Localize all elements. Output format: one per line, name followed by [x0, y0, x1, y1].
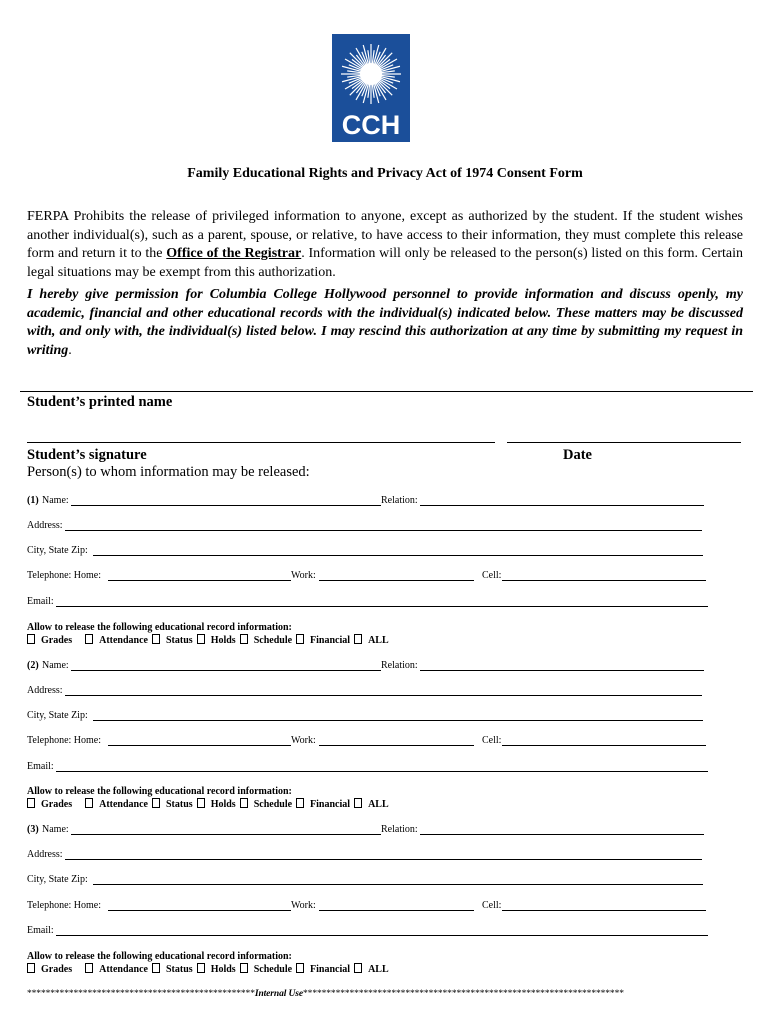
permission-end: .	[68, 342, 72, 358]
person-1-relation-field[interactable]	[420, 505, 704, 506]
intro-text-before: FERPA Prohibits the release of privileged information to anyone, except as authorized by the student. If the student wishes another individual(s), such as a parent, spouse, or relative, to have access to their information, they must complete this release form and return it to the	[27, 209, 743, 261]
logo-text: CCH	[341, 110, 401, 140]
checkbox[interactable]	[240, 798, 248, 808]
checkbox[interactable]	[296, 634, 304, 644]
person-3-record-options	[27, 963, 393, 976]
option-attendance[interactable]	[85, 634, 148, 647]
persons-label: Person(s) to whom information may be released:	[27, 464, 310, 480]
option-label: Status	[166, 964, 193, 975]
address-label: Address:	[27, 520, 63, 531]
person-1-phone-row	[27, 570, 717, 582]
name-label: Name:	[42, 824, 69, 835]
option-grades[interactable]	[27, 798, 72, 811]
option-attendance[interactable]	[85, 963, 148, 976]
person-3-work-field[interactable]	[319, 910, 474, 911]
intro-paragraph	[27, 208, 743, 282]
checkbox[interactable]	[240, 634, 248, 644]
address-label: Address:	[27, 685, 63, 696]
option-holds[interactable]	[197, 634, 236, 647]
name-label: Name:	[42, 660, 69, 671]
intro-text-after: . Information will only be released to the person(s) listed on this form. Certain legal situations may be exempt from this authorization.	[27, 246, 743, 280]
allow-label: Allow to release the following educational record information:	[27, 951, 292, 962]
person-3-email-field[interactable]	[56, 935, 708, 936]
work-label: Work:	[291, 900, 316, 911]
stars-left: *************************************************	[27, 989, 255, 999]
person-2-home-field[interactable]	[108, 745, 291, 746]
person-2-email-row	[27, 761, 717, 773]
checkbox[interactable]	[85, 798, 93, 808]
checkbox[interactable]	[152, 798, 160, 808]
internal-use-label: Internal Use	[254, 989, 304, 999]
option-grades[interactable]	[27, 634, 72, 647]
signature-label: Student’s signature	[27, 447, 147, 463]
option-label: Financial	[310, 799, 351, 810]
person-3-name-field[interactable]	[71, 834, 381, 835]
person-1-cell-field[interactable]	[502, 580, 706, 581]
option-label: ALL	[368, 799, 389, 810]
cell-label: Cell:	[482, 900, 502, 911]
checkbox[interactable]	[197, 963, 205, 973]
option-label: Grades	[41, 799, 73, 810]
work-label: Work:	[291, 570, 316, 581]
person-1-address-row	[27, 520, 717, 532]
form-title: Family Educational Rights and Privacy Act of 1974 Consent Form	[187, 166, 583, 181]
telephone-label: Telephone: Home:	[27, 900, 101, 911]
option-schedule[interactable]	[240, 634, 292, 647]
person-2-email-field[interactable]	[56, 771, 708, 772]
work-label: Work:	[291, 735, 316, 746]
checkbox[interactable]	[296, 798, 304, 808]
option-financial[interactable]	[296, 634, 350, 647]
city-label: City, State Zip:	[27, 710, 88, 721]
option-grades[interactable]	[27, 963, 72, 976]
option-all[interactable]	[354, 634, 389, 647]
city-label: City, State Zip:	[27, 545, 88, 556]
date-line[interactable]	[507, 442, 741, 443]
office-of-registrar: Office of the Registrar	[166, 246, 302, 261]
person-2-address-row	[27, 685, 717, 697]
option-label: Holds	[210, 635, 236, 646]
person-number: (3)	[27, 824, 39, 835]
name-label: Name:	[42, 495, 69, 506]
person-1-address-field[interactable]	[65, 530, 702, 531]
checkbox[interactable]	[240, 963, 248, 973]
person-3-phone-row	[27, 900, 717, 912]
person-2-work-field[interactable]	[319, 745, 474, 746]
address-label: Address:	[27, 849, 63, 860]
option-all[interactable]	[354, 798, 389, 811]
option-label: Schedule	[253, 964, 293, 975]
person-1-work-field[interactable]	[319, 580, 474, 581]
option-label: Attendance	[99, 964, 148, 975]
option-holds[interactable]	[197, 963, 236, 976]
option-label: Schedule	[253, 799, 293, 810]
option-label: Grades	[41, 635, 73, 646]
person-2-phone-row	[27, 735, 717, 747]
permission-text: I hereby give permission for Columbia College Hollywood personnel to provide information and discuss openly, my academic, financial and other educational records with the individual(s) indicated below. These matters may be discussed with, and only with, the individual(s) listed below. I may rescind this authorization at any time by submitting my request in writing	[27, 287, 743, 358]
person-number: (1)	[27, 495, 39, 506]
option-label: Attendance	[99, 635, 148, 646]
person-3-relation-field[interactable]	[420, 834, 704, 835]
option-schedule[interactable]	[240, 798, 292, 811]
sunburst-icon	[332, 34, 410, 114]
checkbox[interactable]	[197, 634, 205, 644]
person-1-email-row	[27, 596, 717, 608]
person-3-city-field[interactable]	[93, 884, 703, 885]
stars-right: *********************************************************************	[303, 989, 624, 999]
checkbox[interactable]	[296, 963, 304, 973]
option-all[interactable]	[354, 963, 389, 976]
person-2-relation-field[interactable]	[420, 670, 704, 671]
person-3-address-row	[27, 849, 717, 861]
person-2-address-field[interactable]	[65, 695, 702, 696]
option-status[interactable]	[152, 798, 193, 811]
option-label: Financial	[310, 964, 351, 975]
checkbox[interactable]	[85, 634, 93, 644]
option-label: ALL	[368, 635, 389, 646]
checkbox[interactable]	[27, 963, 35, 973]
printed-name-label: Student’s printed name	[27, 394, 173, 410]
person-3-address-field[interactable]	[65, 859, 702, 860]
checkbox[interactable]	[152, 634, 160, 644]
signature-line[interactable]	[27, 442, 495, 443]
person-1-name-row	[27, 495, 717, 507]
checkbox[interactable]	[27, 634, 35, 644]
person-3-name-row	[27, 824, 717, 836]
date-label: Date	[563, 447, 592, 463]
checkbox[interactable]	[354, 798, 362, 808]
cch-logo	[332, 34, 410, 142]
option-label: ALL	[368, 964, 389, 975]
allow-label: Allow to release the following educational record information:	[27, 622, 292, 633]
person-2-record-options	[27, 798, 393, 811]
checkbox[interactable]	[152, 963, 160, 973]
email-label: Email:	[27, 596, 54, 607]
option-label: Holds	[210, 964, 236, 975]
person-2-city-row	[27, 710, 717, 722]
option-status[interactable]	[152, 963, 193, 976]
option-financial[interactable]	[296, 798, 350, 811]
email-label: Email:	[27, 925, 54, 936]
person-3-city-row	[27, 874, 717, 886]
option-financial[interactable]	[296, 963, 350, 976]
option-schedule[interactable]	[240, 963, 292, 976]
person-2-city-field[interactable]	[93, 720, 703, 721]
checkbox[interactable]	[354, 963, 362, 973]
person-1-name-field[interactable]	[71, 505, 381, 506]
city-label: City, State Zip:	[27, 874, 88, 885]
option-attendance[interactable]	[85, 798, 148, 811]
telephone-label: Telephone: Home:	[27, 735, 101, 746]
option-label: Holds	[210, 799, 236, 810]
option-label: Grades	[41, 964, 73, 975]
person-1-city-row	[27, 545, 717, 557]
person-1-home-field[interactable]	[108, 580, 291, 581]
cell-label: Cell:	[482, 735, 502, 746]
person-2-name-field[interactable]	[71, 670, 381, 671]
person-1-city-field[interactable]	[93, 555, 703, 556]
internal-use-divider	[27, 989, 743, 999]
option-label: Attendance	[99, 799, 148, 810]
checkbox[interactable]	[85, 963, 93, 973]
option-label: Financial	[310, 635, 351, 646]
option-holds[interactable]	[197, 798, 236, 811]
option-label: Status	[166, 799, 193, 810]
relation-label: Relation:	[381, 495, 418, 506]
printed-name-line[interactable]	[20, 391, 753, 392]
permission-statement	[27, 286, 743, 360]
option-label: Schedule	[253, 635, 293, 646]
person-1-email-field[interactable]	[56, 606, 708, 607]
checkbox[interactable]	[27, 798, 35, 808]
option-label: Status	[166, 635, 193, 646]
checkbox[interactable]	[197, 798, 205, 808]
allow-label: Allow to release the following educational record information:	[27, 786, 292, 797]
option-status[interactable]	[152, 634, 193, 647]
checkbox[interactable]	[354, 634, 362, 644]
person-3-email-row	[27, 925, 717, 937]
person-2-name-row	[27, 660, 717, 672]
email-label: Email:	[27, 761, 54, 772]
person-3-cell-field[interactable]	[502, 910, 706, 911]
person-number: (2)	[27, 660, 39, 671]
telephone-label: Telephone: Home:	[27, 570, 101, 581]
relation-label: Relation:	[381, 660, 418, 671]
person-3-home-field[interactable]	[108, 910, 291, 911]
person-1-record-options	[27, 634, 393, 647]
person-2-cell-field[interactable]	[502, 745, 706, 746]
relation-label: Relation:	[381, 824, 418, 835]
cell-label: Cell:	[482, 570, 502, 581]
